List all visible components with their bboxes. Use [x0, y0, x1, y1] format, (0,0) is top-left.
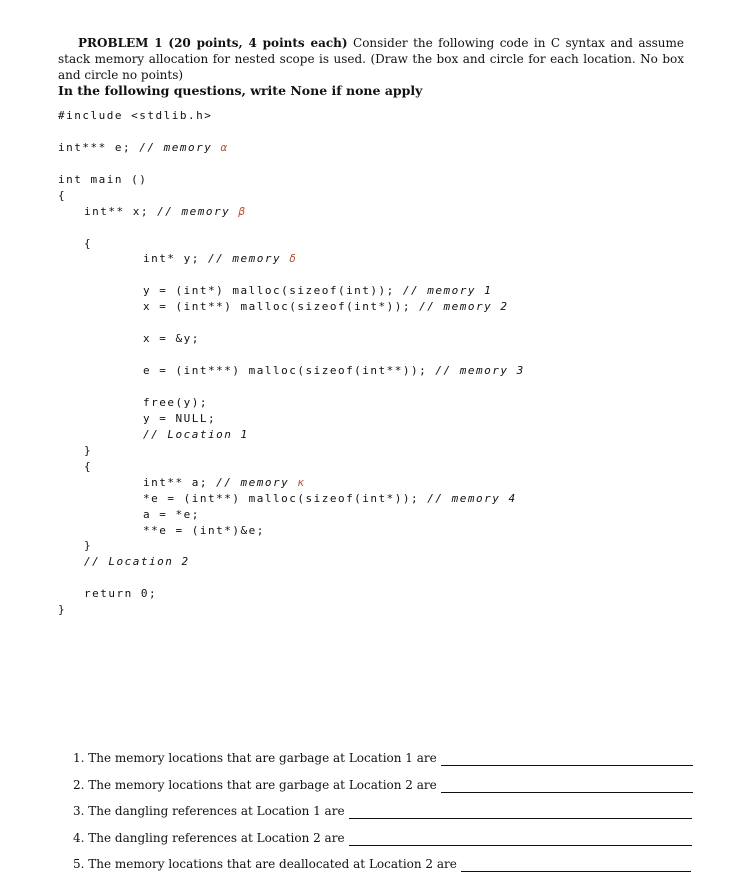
code-x-decl: int** x; // memory β: [84, 205, 247, 218]
code-a-decl: int** a; // memory κ: [143, 476, 306, 489]
question-5: [73, 856, 691, 872]
question-number: 1.: [73, 751, 85, 765]
code-y-decl: int* y; // memory δ: [143, 252, 298, 265]
code-assign-a: a = *e;: [143, 508, 200, 521]
question-text: The dangling references at Location 2 are: [88, 831, 345, 845]
code-include: #include <stdlib.h>: [58, 109, 213, 122]
code-location-2: // Location 2: [84, 555, 190, 568]
code-global-decl: int*** e; // memory α: [58, 141, 229, 154]
code-memory-3: e = (int***) malloc(sizeof(int**)); // memory 3: [143, 364, 525, 377]
code-memory-2: x = (int**) malloc(sizeof(int*)); // memory 2: [143, 300, 509, 313]
question-2: [73, 777, 693, 793]
answer-line[interactable]: [461, 859, 691, 872]
question-number: 4.: [73, 831, 85, 845]
problem-description: Consider the following code in C syntax and assume stack memory allocation for nested scope is used. (Draw the box and circle for each location. No box and circle no points): [58, 36, 684, 82]
question-number: 2.: [73, 778, 85, 792]
question-3: [73, 803, 692, 819]
code-assign-ee: **e = (int*)&e;: [143, 524, 265, 537]
code-free-y: free(y);: [143, 396, 208, 409]
code-location-1: // Location 1: [143, 428, 249, 441]
question-text: The dangling references at Location 1 are: [88, 804, 345, 818]
problem-intro: [58, 35, 684, 83]
question-text: The memory locations that are garbage at Location 1 are: [88, 751, 437, 765]
question-number: 5.: [73, 857, 85, 871]
code-y-null: y = NULL;: [143, 412, 217, 425]
code-close-block2: }: [84, 539, 93, 552]
code-main-signature: int main (): [58, 173, 148, 186]
code-close-block1: }: [84, 444, 93, 457]
answer-line[interactable]: [349, 833, 692, 846]
question-text: The memory locations that are garbage at Location 2 are: [88, 778, 437, 792]
question-1: [73, 750, 693, 766]
code-open-block1: {: [84, 237, 93, 250]
problem-instruction: In the following questions, write None if none apply: [58, 83, 423, 98]
code-open-block2: {: [84, 460, 93, 473]
problem-heading: PROBLEM 1 (20 points, 4 points each): [78, 36, 348, 50]
code-open-main: {: [58, 189, 67, 202]
question-4: [73, 830, 692, 846]
code-memory-1: y = (int*) malloc(sizeof(int)); // memory 1: [143, 284, 493, 297]
code-return: return 0;: [84, 587, 158, 600]
question-number: 3.: [73, 804, 85, 818]
answer-line[interactable]: [349, 806, 692, 819]
question-text: The memory locations that are deallocated at Location 2 are: [88, 857, 457, 871]
code-memory-4: *e = (int**) malloc(sizeof(int*)); // memory 4: [143, 492, 517, 505]
answer-line[interactable]: [441, 753, 693, 766]
code-close-main: }: [58, 603, 67, 616]
code-assign-x: x = &y;: [143, 332, 200, 345]
answer-line[interactable]: [441, 780, 693, 793]
